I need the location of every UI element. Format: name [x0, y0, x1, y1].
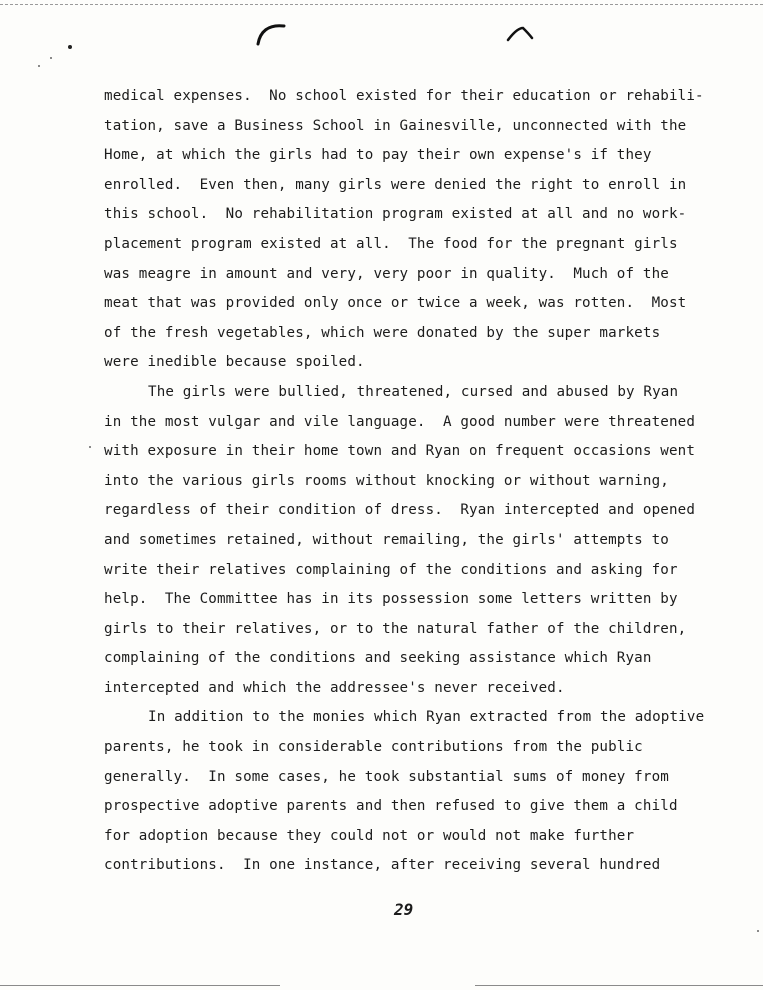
text-line: enrolled. Even then, many girls were denied the right to enroll in: [104, 176, 687, 193]
bottom-scan-edge: [0, 985, 280, 986]
text-line: tation, save a Business School in Gainesville, unconnected with the: [104, 117, 687, 134]
bottom-scan-edge: [475, 985, 763, 986]
text-line: generally. In some cases, he took substantial sums of money from: [104, 768, 669, 785]
text-line: into the various girls rooms without knocking or without warning,: [104, 472, 669, 489]
text-line: prospective adoptive parents and then refused to give them a child: [104, 798, 678, 815]
text-line: The girls were bullied, threatened, cursed and abused by Ryan: [148, 383, 679, 400]
text-line: of the fresh vegetables, which were donated by the super markets: [104, 324, 661, 341]
text-line: complaining of the conditions and seeking assistance which Ryan: [104, 650, 652, 667]
text-line: placement program existed at all. The food for the pregnant girls: [104, 235, 678, 252]
text-line: for adoption because they could not or would not make further: [104, 827, 635, 844]
text-line: and sometimes retained, without remailing, the girls' attempts to: [104, 531, 669, 548]
scan-speck: [50, 57, 52, 59]
scan-speck: [89, 446, 91, 448]
text-line: girls to their relatives, or to the natural father of the children,: [104, 620, 687, 637]
text-line: meat that was provided only once or twice a week, was rotten. Most: [104, 295, 687, 312]
text-line: medical expenses. No school existed for their education or rehabili-: [104, 88, 704, 104]
top-scan-edge: [0, 4, 763, 5]
text-line: in the most vulgar and vile language. A good number were threatened: [104, 413, 696, 430]
text-line: were inedible because spoiled.: [104, 354, 365, 371]
text-line: help. The Committee has in its possession some letters written by: [104, 591, 678, 608]
page-number: 29: [394, 900, 414, 919]
text-line: Home, at which the girls had to pay their own expense's if they: [104, 147, 652, 164]
scan-speck: [68, 45, 72, 49]
text-line: parents, he took in considerable contributions from the public: [104, 739, 643, 756]
text-line: was meagre in amount and very, very poor in quality. Much of the: [104, 265, 669, 282]
text-line: with exposure in their home town and Ryan on frequent occasions went: [104, 443, 696, 460]
text-line: In addition to the monies which Ryan extracted from the adoptive: [148, 709, 705, 726]
scan-artifact-right-arc: [505, 24, 535, 44]
body-text: [104, 82, 744, 881]
text-line: write their relatives complaining of the conditions and asking for: [104, 561, 678, 578]
text-line: regardless of their condition of dress. Ryan intercepted and opened: [104, 502, 696, 519]
scan-speck: [38, 65, 40, 67]
text-line: contributions. In one instance, after receiving several hundred: [104, 857, 661, 874]
text-line: this school. No rehabilitation program existed at all and no work-: [104, 206, 687, 223]
scan-artifact-left-arc: [254, 20, 288, 46]
scan-speck: [757, 930, 759, 932]
text-line: intercepted and which the addressee's never received.: [104, 679, 565, 696]
